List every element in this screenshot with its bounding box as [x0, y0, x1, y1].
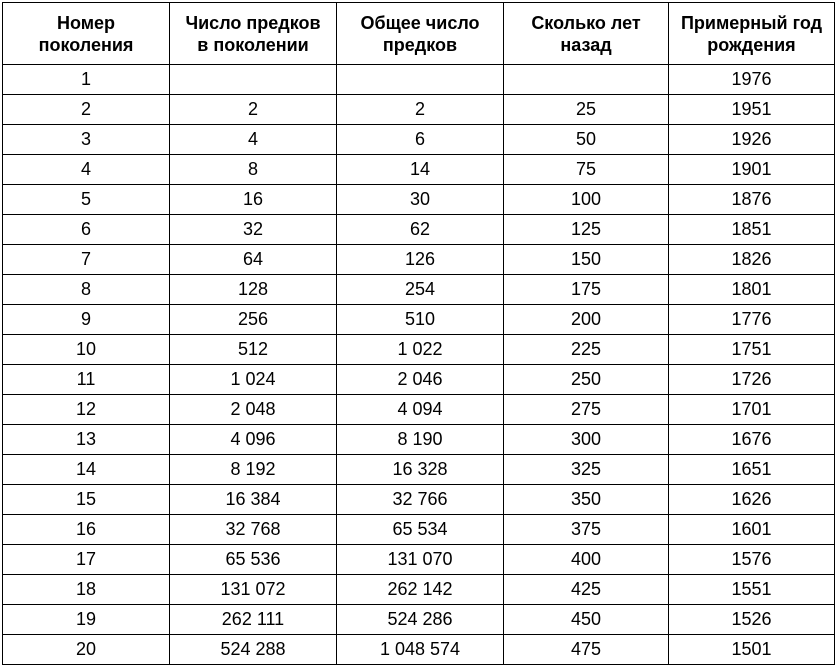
cell-years-ago: 150 — [504, 245, 669, 275]
cell-ancestors-in-generation: 524 288 — [170, 635, 337, 665]
cell-generation-number: 12 — [3, 395, 170, 425]
cell-years-ago: 425 — [504, 575, 669, 605]
cell-ancestors-in-generation: 16 — [170, 185, 337, 215]
table-row — [3, 425, 835, 455]
cell-years-ago: 50 — [504, 125, 669, 155]
cell-ancestors-in-generation: 256 — [170, 305, 337, 335]
cell-generation-number: 18 — [3, 575, 170, 605]
column-header-line: Номер — [56, 12, 116, 33]
cell-approx-birth-year: 1876 — [669, 185, 835, 215]
cell-generation-number: 5 — [3, 185, 170, 215]
table-row — [3, 215, 835, 245]
cell-years-ago: 25 — [504, 95, 669, 125]
ancestors-table — [2, 2, 835, 665]
table-body — [3, 65, 835, 665]
table-row — [3, 185, 835, 215]
table-row — [3, 575, 835, 605]
column-header-line: назад — [560, 34, 612, 55]
table-row — [3, 335, 835, 365]
table-row — [3, 605, 835, 635]
column-header-line: рождения — [707, 34, 796, 55]
cell-total-ancestors: 262 142 — [337, 575, 504, 605]
cell-approx-birth-year: 1551 — [669, 575, 835, 605]
cell-ancestors-in-generation: 32 — [170, 215, 337, 245]
cell-years-ago: 250 — [504, 365, 669, 395]
cell-years-ago: 375 — [504, 515, 669, 545]
table-row — [3, 95, 835, 125]
cell-years-ago: 275 — [504, 395, 669, 425]
cell-approx-birth-year: 1951 — [669, 95, 835, 125]
cell-total-ancestors — [337, 65, 504, 95]
cell-years-ago: 75 — [504, 155, 669, 185]
cell-generation-number: 8 — [3, 275, 170, 305]
column-header-years-ago — [504, 3, 669, 65]
cell-approx-birth-year: 1926 — [669, 125, 835, 155]
column-header-line: предков — [382, 34, 458, 55]
cell-generation-number: 13 — [3, 425, 170, 455]
cell-years-ago: 325 — [504, 455, 669, 485]
cell-approx-birth-year: 1676 — [669, 425, 835, 455]
cell-generation-number: 20 — [3, 635, 170, 665]
cell-generation-number: 11 — [3, 365, 170, 395]
column-header-line: Примерный год — [680, 12, 823, 33]
cell-total-ancestors: 32 766 — [337, 485, 504, 515]
table-row — [3, 545, 835, 575]
column-header-line: Общее число — [360, 12, 480, 33]
ancestors-table-container — [2, 2, 835, 665]
cell-years-ago: 400 — [504, 545, 669, 575]
cell-years-ago: 175 — [504, 275, 669, 305]
cell-generation-number: 16 — [3, 515, 170, 545]
cell-years-ago: 125 — [504, 215, 669, 245]
cell-approx-birth-year: 1976 — [669, 65, 835, 95]
column-header-ancestors-in-generation — [170, 3, 337, 65]
cell-total-ancestors: 1 022 — [337, 335, 504, 365]
cell-years-ago: 300 — [504, 425, 669, 455]
cell-approx-birth-year: 1751 — [669, 335, 835, 365]
cell-ancestors-in-generation: 8 192 — [170, 455, 337, 485]
cell-total-ancestors: 2 046 — [337, 365, 504, 395]
cell-years-ago: 450 — [504, 605, 669, 635]
table-row — [3, 65, 835, 95]
cell-ancestors-in-generation: 4 096 — [170, 425, 337, 455]
table-row — [3, 305, 835, 335]
cell-approx-birth-year: 1851 — [669, 215, 835, 245]
cell-total-ancestors: 6 — [337, 125, 504, 155]
cell-generation-number: 9 — [3, 305, 170, 335]
cell-ancestors-in-generation: 65 536 — [170, 545, 337, 575]
cell-approx-birth-year: 1826 — [669, 245, 835, 275]
table-row — [3, 455, 835, 485]
cell-total-ancestors: 254 — [337, 275, 504, 305]
cell-total-ancestors: 510 — [337, 305, 504, 335]
column-header-approx-birth-year — [669, 3, 835, 65]
cell-ancestors-in-generation: 4 — [170, 125, 337, 155]
cell-approx-birth-year: 1901 — [669, 155, 835, 185]
cell-generation-number: 17 — [3, 545, 170, 575]
cell-generation-number: 19 — [3, 605, 170, 635]
cell-years-ago: 225 — [504, 335, 669, 365]
table-row — [3, 485, 835, 515]
cell-generation-number: 10 — [3, 335, 170, 365]
cell-ancestors-in-generation: 1 024 — [170, 365, 337, 395]
cell-ancestors-in-generation: 512 — [170, 335, 337, 365]
cell-approx-birth-year: 1776 — [669, 305, 835, 335]
cell-ancestors-in-generation: 2 048 — [170, 395, 337, 425]
cell-generation-number: 15 — [3, 485, 170, 515]
cell-years-ago: 475 — [504, 635, 669, 665]
cell-generation-number: 6 — [3, 215, 170, 245]
cell-total-ancestors: 14 — [337, 155, 504, 185]
cell-generation-number: 4 — [3, 155, 170, 185]
cell-total-ancestors: 126 — [337, 245, 504, 275]
cell-approx-birth-year: 1701 — [669, 395, 835, 425]
table-row — [3, 155, 835, 185]
cell-total-ancestors: 30 — [337, 185, 504, 215]
table-row — [3, 395, 835, 425]
header-row — [3, 3, 835, 65]
table-row — [3, 275, 835, 305]
cell-total-ancestors: 2 — [337, 95, 504, 125]
cell-ancestors-in-generation: 131 072 — [170, 575, 337, 605]
cell-years-ago — [504, 65, 669, 95]
cell-approx-birth-year: 1601 — [669, 515, 835, 545]
cell-generation-number: 7 — [3, 245, 170, 275]
cell-approx-birth-year: 1501 — [669, 635, 835, 665]
cell-total-ancestors: 62 — [337, 215, 504, 245]
cell-total-ancestors: 16 328 — [337, 455, 504, 485]
cell-total-ancestors: 8 190 — [337, 425, 504, 455]
cell-approx-birth-year: 1626 — [669, 485, 835, 515]
table-header — [3, 3, 835, 65]
cell-generation-number: 14 — [3, 455, 170, 485]
cell-ancestors-in-generation: 64 — [170, 245, 337, 275]
cell-generation-number: 2 — [3, 95, 170, 125]
cell-total-ancestors: 1 048 574 — [337, 635, 504, 665]
table-row — [3, 365, 835, 395]
cell-generation-number: 1 — [3, 65, 170, 95]
column-header-line: в поколении — [197, 34, 309, 55]
column-header-line: Сколько лет — [531, 12, 641, 33]
cell-ancestors-in-generation: 16 384 — [170, 485, 337, 515]
cell-approx-birth-year: 1576 — [669, 545, 835, 575]
cell-ancestors-in-generation: 2 — [170, 95, 337, 125]
table-row — [3, 125, 835, 155]
table-row — [3, 245, 835, 275]
column-header-line: Число предков — [185, 12, 321, 33]
cell-total-ancestors: 524 286 — [337, 605, 504, 635]
column-header-generation-number — [3, 3, 170, 65]
cell-total-ancestors: 65 534 — [337, 515, 504, 545]
cell-ancestors-in-generation: 32 768 — [170, 515, 337, 545]
cell-ancestors-in-generation: 8 — [170, 155, 337, 185]
column-header-total-ancestors — [337, 3, 504, 65]
cell-approx-birth-year: 1801 — [669, 275, 835, 305]
cell-approx-birth-year: 1726 — [669, 365, 835, 395]
cell-total-ancestors: 4 094 — [337, 395, 504, 425]
cell-approx-birth-year: 1651 — [669, 455, 835, 485]
cell-generation-number: 3 — [3, 125, 170, 155]
cell-ancestors-in-generation: 128 — [170, 275, 337, 305]
cell-years-ago: 200 — [504, 305, 669, 335]
cell-ancestors-in-generation: 262 111 — [170, 605, 337, 635]
cell-years-ago: 100 — [504, 185, 669, 215]
column-header-line: поколения — [38, 34, 134, 55]
cell-ancestors-in-generation — [170, 65, 337, 95]
cell-total-ancestors: 131 070 — [337, 545, 504, 575]
cell-years-ago: 350 — [504, 485, 669, 515]
table-row — [3, 515, 835, 545]
table-row — [3, 635, 835, 665]
cell-approx-birth-year: 1526 — [669, 605, 835, 635]
